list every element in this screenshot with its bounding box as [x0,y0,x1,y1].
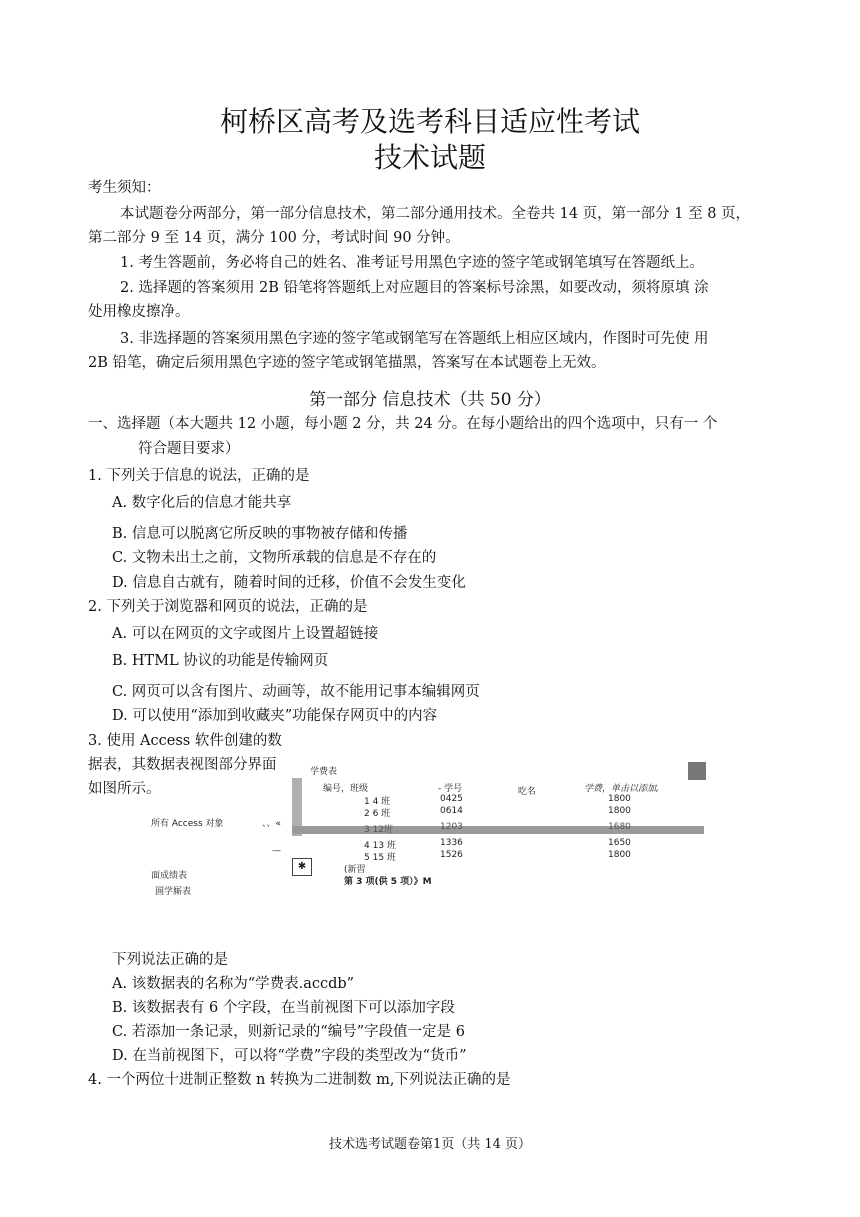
nav-item-fee-table: 圄学厮表 [155,887,192,897]
q1-option-a: A. 数字化后的信息才能共享 [112,495,292,511]
page-footer: 技术选考试题卷第1页（共 14 页） [328,1137,532,1152]
q1-option-c: C. 文物未出土之前，文物所承载的信息是不存在的 [112,550,437,566]
row3-fee: 1680 [608,822,631,832]
notice-para1-line1: 本试题卷分两部分，第一部分信息技术，第二部分通用技术。全卷共 14 页，第一部分 1 至 8 页， [120,206,751,222]
row4-fee: 1650 [608,838,631,848]
close-icon [688,762,706,780]
q2-stem: 2. 下列关于浏览器和网页的说法，正确的是 [88,599,368,615]
part1-heading: 第一部分 信息技术（共 50 分） [309,390,551,410]
column-header-id-class: 编号，班级 [323,784,369,794]
row5-fee: 1800 [608,850,631,860]
q3-option-c: C. 若添加一条记录，则新记录的“编号”字段值一定是 6 [112,1024,465,1040]
row1-fee: 1800 [608,794,631,804]
q3-stem-line2: 据表，其数据表视图部分界面 [88,757,277,773]
column-header-xuehao: - 学号 [438,784,463,794]
selected-row-highlight [292,826,704,834]
row2-fee: 1800 [608,806,631,816]
notice-para1-line2: 第二部分 9 至 14 页，满分 100 分，考试时间 90 分钟。 [88,230,460,246]
record-navigator: 第 3 项(供 5 项）》M [344,877,432,887]
row4-xuehao: 1336 [440,838,463,848]
q2-option-a: A. 可以在网页的文字或图片上设置超链接 [112,626,379,642]
nav-pane-divider: — [272,846,281,856]
q3-stem-line1: 3. 使用 Access 软件创建的数 [88,733,282,749]
row2-xuehao: 0614 [440,806,463,816]
q4-stem: 4. 一个两位十进制正整数 n 转换为二进制数 m,下列说法正确的是 [88,1072,511,1088]
row3-id-class: 3 12班 [364,825,394,835]
q1-option-d: D. 信息自古就有，随着时间的迁移，价值不会发生变化 [112,575,466,591]
column-header-name: 吃名 [518,787,537,797]
new-record-label: (新習 [344,865,366,875]
nav-pane-title: 所有 Access 对象 [151,819,224,829]
q1-stem: 1. 下列关于信息的说法，正确的是 [88,468,310,484]
nav-pane-collapse: 、、« [262,819,282,829]
row4-id-class: 4 13 班 [364,841,396,851]
q3-option-d: D. 在当前视图下，可以将“学费”字段的类型改为“货币” [112,1048,467,1064]
exam-title: 柯桥区高考及选考科目适应性考试 [219,105,640,138]
row2-id-class: 2 6 班 [364,809,391,819]
new-record-icon: ✱ [292,858,312,876]
section-instruction-line1: 一、选择题（本大题共 12 小题，每小题 2 分，共 24 分。在每小题给出的四个选项中，只有一 个 [88,416,718,432]
q3-option-a: A. 该数据表的名称为“学费表.accdb” [112,976,355,992]
q2-option-c: C. 网页可以含有图片、动画等，故不能用记事本编辑网页 [112,684,480,700]
row3-xuehao: 1203 [440,822,463,832]
q3-option-b: B. 该数据表有 6 个字段，在当前视图下可以添加字段 [112,1000,455,1016]
row1-id-class: 1 4 班 [364,797,391,807]
q1-option-b: B. 信息可以脱离它所反映的事物被存储和传播 [112,526,408,542]
notice-item2-line1: 2. 选择题的答案须用 2B 铅笔将答题纸上对应题目的答案标号涂黑，如要改动，须将原填 涂 [120,280,709,296]
notice-heading: 考生须知： [88,180,161,196]
column-header-fee: 学费，单击以添加, [584,784,659,794]
nav-item-scores-table: 面成绩表 [151,871,188,881]
row5-xuehao: 1526 [440,850,463,860]
exam-subtitle: 技术试题 [373,141,486,174]
q3-stem-line3: 如图所示。 [88,781,161,797]
section-instruction-line2: 符合题目要求） [138,441,240,457]
notice-item1: 1. 考生答题前，务必将自己的姓名、准考证号用黑色字迹的签字笔或钢笔填写在答题纸上。 [120,255,704,271]
q3-question: 下列说法正确的是 [112,952,228,968]
q2-option-b: B. HTML 协议的功能是传输网页 [112,653,329,669]
notice-item3-line1: 3. 非选择题的答案须用黑色字迹的签字笔或钢笔写在答题纸上相应区域内，作图时可先使 用 [120,331,709,347]
q2-option-d: D. 可以使用“添加到收藏夹”功能保存网页中的内容 [112,708,438,724]
notice-item3-line2: 2B 铅笔，确定后须用黑色字迹的签字笔或钢笔描黑，答案写在本试题卷上无效。 [88,355,606,371]
row1-xuehao: 0425 [440,794,463,804]
table-tab-title: 学费表 [310,767,338,777]
row5-id-class: 5 15 班 [364,853,396,863]
notice-item2-line2: 处用橡皮擦净。 [88,304,190,320]
